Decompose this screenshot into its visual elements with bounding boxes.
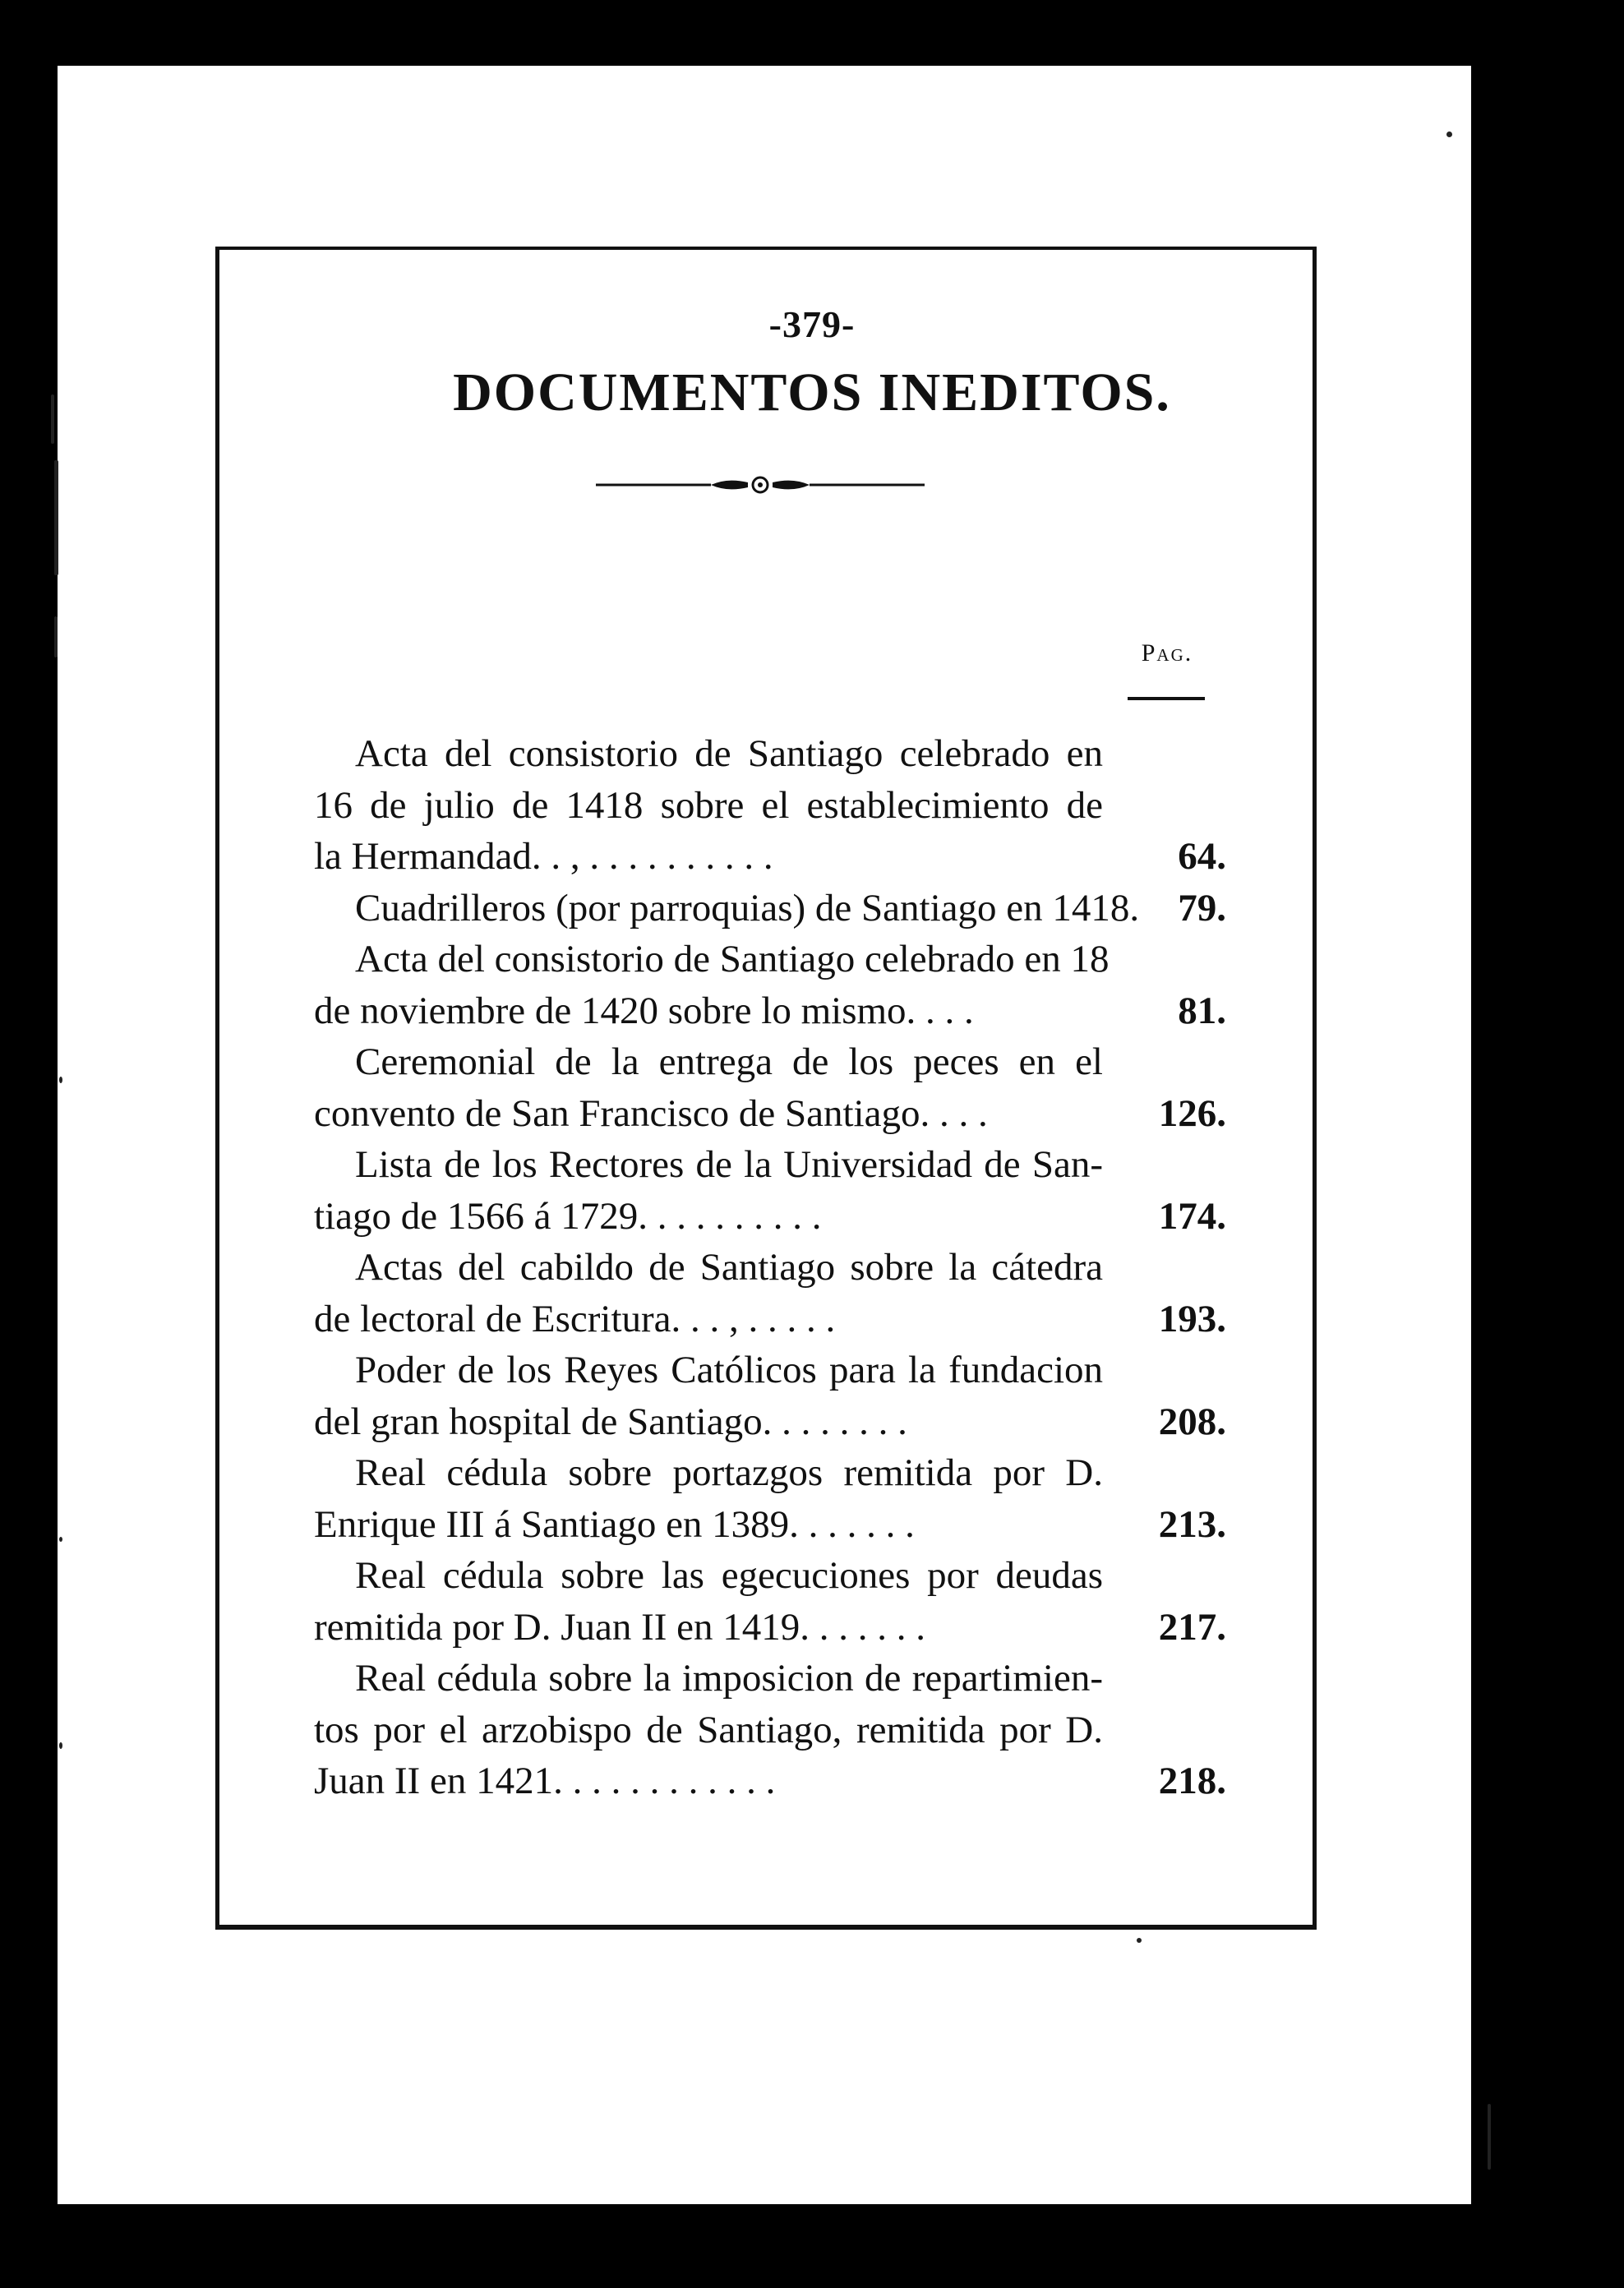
page-column-rule	[1128, 697, 1205, 700]
scan-speck	[1137, 1938, 1142, 1943]
page-number: -379-	[768, 303, 856, 345]
toc-entry-page: 79.	[1178, 886, 1226, 930]
toc-entry-line	[314, 780, 1103, 832]
toc-entry-text: Enrique III á Santiago en 1389. . . . . . .	[314, 1502, 915, 1546]
toc-entry-text: del gran hospital de Santiago. . . . . . . .	[314, 1400, 907, 1443]
toc-entry	[314, 883, 1226, 934]
toc-entry-line	[314, 985, 1226, 1037]
toc-entry-line	[314, 728, 1103, 780]
toc-entry-line	[314, 1755, 1226, 1807]
page-heading: DOCUMENTOS INEDITOS.	[453, 362, 1171, 422]
toc-entry-text: Actas del cabildo de Santiago sobre la cátedra	[355, 1246, 1103, 1289]
toc-entry-text: remitida por D. Juan II en 1419. . . . . . .	[314, 1605, 926, 1649]
toc-entry-line	[314, 1447, 1103, 1499]
toc-entry-text: la Hermandad. . , . . . . . . . . . .	[314, 835, 773, 878]
scan-speck	[51, 394, 54, 444]
toc-entry-line	[314, 1242, 1103, 1294]
toc-entry-text: Real cédula sobre la imposicion de repartimien-	[355, 1657, 1103, 1700]
toc-entry	[314, 1242, 1226, 1345]
page-column-label: Pag.	[1141, 639, 1193, 667]
toc-entry-text: Acta del consistorio de Santiago celebrado en 18	[355, 938, 1110, 980]
toc-entry-text: tiago de 1566 á 1729. . . . . . . . . .	[314, 1194, 822, 1238]
toc-entry-line	[314, 831, 1226, 883]
ornament-divider	[596, 473, 925, 497]
toc-entry-page: 193.	[1158, 1297, 1226, 1340]
toc-entry-line	[314, 1088, 1226, 1140]
toc-entry-line	[314, 1139, 1103, 1191]
toc-entry-text: Poder de los Reyes Católicos para la fundacion	[355, 1349, 1103, 1391]
toc-entry-line	[314, 1499, 1226, 1551]
toc-entry-line	[314, 1036, 1103, 1088]
toc-entry-line	[314, 883, 1226, 934]
toc-entry-text: Ceremonial de la entrega de los peces en el	[355, 1040, 1103, 1083]
toc-entry-text: de lectoral de Escritura. . . , . . . . .	[314, 1297, 836, 1340]
toc-entry-text: Lista de los Rectores de la Universidad de San-	[355, 1143, 1103, 1186]
scan-speck	[1488, 2104, 1491, 2170]
toc-entry-page: 218.	[1158, 1760, 1226, 1802]
toc-entry	[314, 1447, 1226, 1550]
toc-entry-line	[314, 1602, 1226, 1654]
toc-entry-line	[314, 934, 1110, 985]
toc-entry	[314, 1345, 1226, 1447]
toc-entry-line	[314, 1191, 1226, 1243]
scan-speck	[54, 460, 58, 575]
toc-entry-text: Juan II en 1421. . . . . . . . . . . .	[314, 1760, 776, 1802]
scan-left-edge	[0, 115, 58, 2252]
toc-entry-page: 81.	[1178, 989, 1226, 1032]
toc-entry-text: convento de San Francisco de Santiago. . . .	[314, 1091, 988, 1135]
toc-entry	[314, 1139, 1226, 1242]
toc-entry-line	[314, 1550, 1103, 1602]
toc-entry-text: Real cédula sobre portazgos remitida por D.	[355, 1451, 1103, 1494]
toc-entry-line	[314, 1294, 1226, 1345]
toc-entry	[314, 728, 1226, 883]
toc-entry-page: 174.	[1158, 1194, 1226, 1238]
table-of-contents	[314, 728, 1226, 1807]
scan-speck	[59, 1537, 62, 1542]
toc-entry-line	[314, 1653, 1103, 1704]
scan-speck	[59, 1077, 62, 1083]
scan-speck	[59, 1742, 62, 1749]
toc-entry	[314, 934, 1226, 1036]
scan-speck	[1446, 131, 1452, 137]
toc-entry-line	[314, 1396, 1226, 1448]
toc-entry-page: 64.	[1178, 835, 1226, 878]
toc-entry-page: 213.	[1158, 1502, 1226, 1546]
toc-entry-page: 126.	[1158, 1091, 1226, 1135]
toc-entry	[314, 1550, 1226, 1653]
toc-entry-text: 16 de julio de 1418 sobre el establecimiento de	[314, 783, 1103, 827]
toc-entry-text: Real cédula sobre las egecuciones por deudas	[355, 1554, 1103, 1597]
toc-entry	[314, 1653, 1226, 1807]
toc-entry-line	[314, 1704, 1103, 1756]
toc-entry-page: 217.	[1158, 1605, 1226, 1649]
toc-entry	[314, 1036, 1226, 1139]
toc-entry-page: 208.	[1158, 1400, 1226, 1443]
toc-entry-text: Cuadrilleros (por parroquias) de Santiago en 1418.	[355, 886, 1140, 930]
scan-speck	[54, 616, 58, 657]
toc-entry-line	[314, 1345, 1103, 1396]
toc-entry-text: de noviembre de 1420 sobre lo mismo. . . .	[314, 989, 974, 1032]
toc-entry-text: tos por el arzobispo de Santiago, remitida por D.	[314, 1708, 1103, 1751]
toc-entry-text: Acta del consistorio de Santiago celebrado en	[355, 732, 1103, 775]
